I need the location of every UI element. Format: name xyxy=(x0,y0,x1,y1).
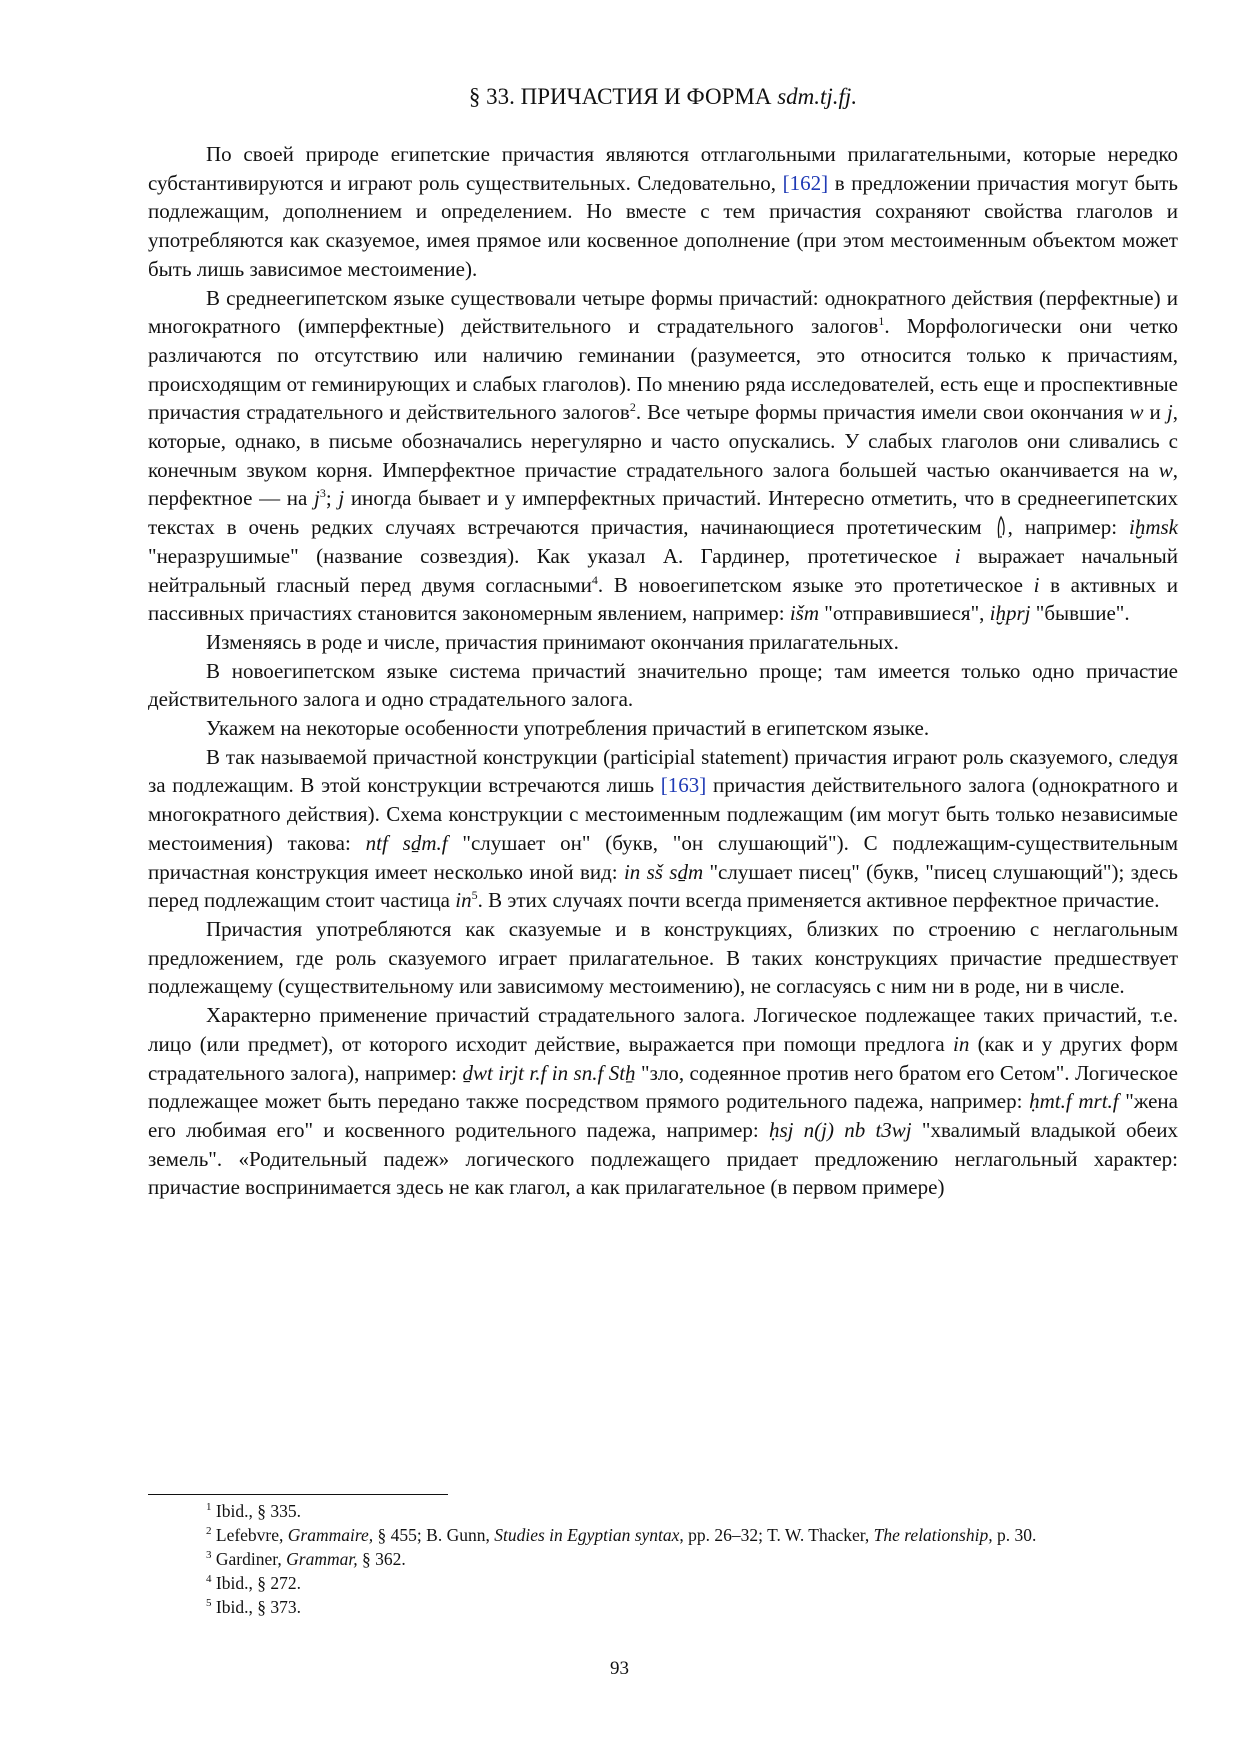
transliteration: iḫprj xyxy=(989,601,1031,626)
book-title: The relationship, xyxy=(873,1525,993,1545)
text-run: в предложении причастия могут быть подлежащим, дополнением и определением. Но вместе с тем причастия сохраняют свойства глаголов и употребляются как сказуемое, имея прямое или косвенное дополнение (при этом местоименным объектом может быть лишь зависимое местоимение). xyxy=(148,170,1178,281)
text-run: "неразрушимые" (название созвездия). Как указал А. Гардинер, протетическое xyxy=(148,543,955,568)
transliteration: ntf sḏm.f xyxy=(365,830,448,855)
paragraph-1 xyxy=(148,140,1178,284)
transliteration: in sš sḏm xyxy=(623,859,704,884)
text-run: ; xyxy=(325,486,339,511)
page-reference-link[interactable]: [162] xyxy=(782,170,829,195)
heading-prefix: § 33. ПРИЧАСТИЯ И ФОРМА xyxy=(468,84,778,109)
footnotes xyxy=(148,1500,1178,1620)
text-run: , которые, однако, в письме обозначались нерегулярно и часто опускались. У слабых глаголов они сливались с конечным звуком корня. Имперфектное причастие страдательного залога большей частью оканчивается на xyxy=(148,400,1178,482)
footnote-marker[interactable]: 4 xyxy=(591,572,598,587)
text-run: , перфектное — на xyxy=(148,457,1178,511)
paragraph-4: В новоегипетском языке система причастий значительно проще; там имеется только одно причастие действительного залога и одно страдательного залога. xyxy=(148,658,1178,712)
heading-term: sdm.tj.fj. xyxy=(777,84,858,109)
transliteration: ḥsj n(j) nb t3wj xyxy=(768,1117,912,1142)
footnote-text: § 362. xyxy=(357,1549,406,1569)
transliteration: iḫmsk xyxy=(1129,515,1178,540)
footnote-text: , pp. 26–32; T. W. Thacker, xyxy=(679,1525,874,1545)
text-run: , например: xyxy=(1007,515,1129,540)
paragraph-8 xyxy=(148,1001,1178,1202)
footnote-2 xyxy=(148,1524,1178,1547)
text-run: "зло, содеянное против него братом его Сетом". Логическое подлежащее может быть передано также посредством прямого родительного падежа, например: xyxy=(148,1060,1178,1114)
body-text xyxy=(148,140,1178,1202)
transliteration: j xyxy=(338,486,345,511)
text-run: "бывшие". xyxy=(1030,601,1130,626)
transliteration: išm xyxy=(789,601,819,626)
text-run: "хвалимый владыкой обеих земель". «Родительный падеж» логического подлежащего придает предложению неглагольный характер: причастие воспринимается здесь не как глагол, а как прилагательное (в первом примере) xyxy=(148,1117,1179,1200)
text-run: . Все четыре формы причастия имели свои окончания xyxy=(635,400,1130,425)
transliteration: ḥmt.f mrt.f xyxy=(1029,1089,1119,1114)
footnote-divider xyxy=(148,1494,448,1495)
paragraph-7: Причастия употребляются как сказуемые и в конструкциях, близких по строению с неглагольным предложением, где роль сказуемого играет прилагательное. В таких конструкциях причастие предшествует подлежащему (существительному или зависимому местоимению), не согласуясь с ним ни в роде, ни в числе. xyxy=(148,916,1178,999)
text-run: в активных и пассивных причастиях становится закономерным явлением, например: xyxy=(148,572,1178,626)
text-run: "жена его любимая его" и косвенного родительного падежа, например: xyxy=(148,1089,1178,1142)
footnote-number: 5 xyxy=(206,1597,212,1610)
text-run: В так называемой причастной конструкции (participial statement) причастия играют роль сказуемого, следуя за подлежащим. В этой конструкции встречаются лишь xyxy=(148,744,1178,798)
footnote-text: Gardiner, xyxy=(211,1549,287,1569)
footnote-marker[interactable]: 5 xyxy=(471,888,478,903)
text-run: и xyxy=(1143,400,1167,425)
footnote-4 xyxy=(148,1572,1178,1595)
book-title: Studies in Egyptian syntax xyxy=(494,1525,680,1545)
text-run: Характерно применение причастий страдательного залога. Логическое подлежащее таких причастий, т.е. лицо (или предмет), от которого исходит действие, выражается при помощи предлога xyxy=(148,1003,1178,1056)
text-run: (как и у других форм страдательного залога), например: xyxy=(148,1031,1178,1085)
text-run: выражает начальный нейтральный гласный перед двумя согласными xyxy=(148,543,1178,597)
reed-leaf-hieroglyph-icon xyxy=(995,515,1007,539)
text-run: В среднеегипетском языке существовали четыре формы причастий: однократного действия (перфектные) и многократного (имперфектные) действительного и страдательного залогов xyxy=(148,285,1178,339)
book-title: Grammaire, xyxy=(287,1525,374,1545)
transliteration: i xyxy=(954,543,961,568)
footnote-marker[interactable]: 2 xyxy=(629,400,636,415)
text-run: "отправившиеся", xyxy=(819,601,990,626)
footnote-number: 2 xyxy=(206,1525,212,1538)
page-number: 93 xyxy=(610,1658,629,1679)
transliteration: ḏwt irjt r.f in sn.f Stẖ xyxy=(462,1060,636,1085)
footnote-text: p. 30. xyxy=(992,1525,1037,1545)
transliteration: w xyxy=(1158,457,1173,482)
transliteration: in xyxy=(455,888,472,913)
footnote-text: Ibid., § 272. xyxy=(211,1573,301,1593)
text-run: причастия действительного залога (однократного и многократного действия). Схема конструкции с местоименным подлежащим (им могут быть только независимые местоимения) такова: xyxy=(148,773,1178,855)
text-run: . Морфологически они четко различаются по отсутствию или наличию геминании (разумеется, это относится только к причастиям, происходящим от геминирующих и слабых глаголов). По мнению ряда исследователей, есть еще и проспективные причастия страдательного и действительного залогов xyxy=(148,314,1178,425)
paragraph-6 xyxy=(148,743,1178,915)
footnote-text: Lefebvre, xyxy=(211,1525,288,1545)
page-reference-link[interactable]: [163] xyxy=(660,773,707,798)
footnote-number: 1 xyxy=(206,1501,212,1514)
text-run: "слушает писец" (букв, "писец слушающий"); здесь перед подлежащим стоит частица xyxy=(148,859,1178,913)
footnote-1 xyxy=(148,1500,1178,1523)
footnote-text: Ibid., § 373. xyxy=(211,1597,301,1617)
transliteration: j xyxy=(1166,400,1173,425)
footnote-3 xyxy=(148,1548,1178,1571)
section-heading xyxy=(148,82,1178,112)
footnote-marker[interactable]: 3 xyxy=(319,486,326,501)
transliteration: i xyxy=(1033,572,1040,597)
paragraph-2 xyxy=(148,284,1178,628)
book-title: Grammar, xyxy=(286,1549,358,1569)
footnote-text: § 455; B. Gunn, xyxy=(373,1525,495,1545)
footnote-text: Ibid., § 335. xyxy=(211,1501,301,1521)
transliteration: j xyxy=(314,486,320,511)
footnote-marker[interactable]: 1 xyxy=(878,314,885,329)
paragraph-3: Изменяясь в роде и числе, причастия принимают окончания прилагательных. xyxy=(206,629,899,654)
footnote-5 xyxy=(148,1596,1178,1619)
transliteration: in xyxy=(953,1031,970,1056)
paragraph-5: Укажем на некоторые особенности употребления причастий в египетском языке. xyxy=(206,716,930,741)
footnote-number: 3 xyxy=(206,1549,212,1562)
text-run: . В новоегипетском языке это протетическое xyxy=(597,572,1034,597)
footnote-number: 4 xyxy=(206,1573,212,1586)
text-run: "слушает он" (букв, "он слушающий"). С подлежащим-существительным причастная конструкция имеет несколько иной вид: xyxy=(148,830,1179,884)
transliteration: w xyxy=(1129,400,1144,425)
text-run: . В этих случаях почти всегда применяется активное перфектное причастие. xyxy=(477,888,1160,913)
text-run: иногда бывает и у имперфектных причастий. Интересно отметить, что в среднеегипетских текстах в очень редких случаях встречаются причастия, начинающиеся протетическим xyxy=(148,486,1178,540)
text-run: По своей природе египетские причастия являются отглагольными прилагательными, которые нередко субстантивируются и играют роль существительных. Следовательно, xyxy=(148,142,1178,195)
